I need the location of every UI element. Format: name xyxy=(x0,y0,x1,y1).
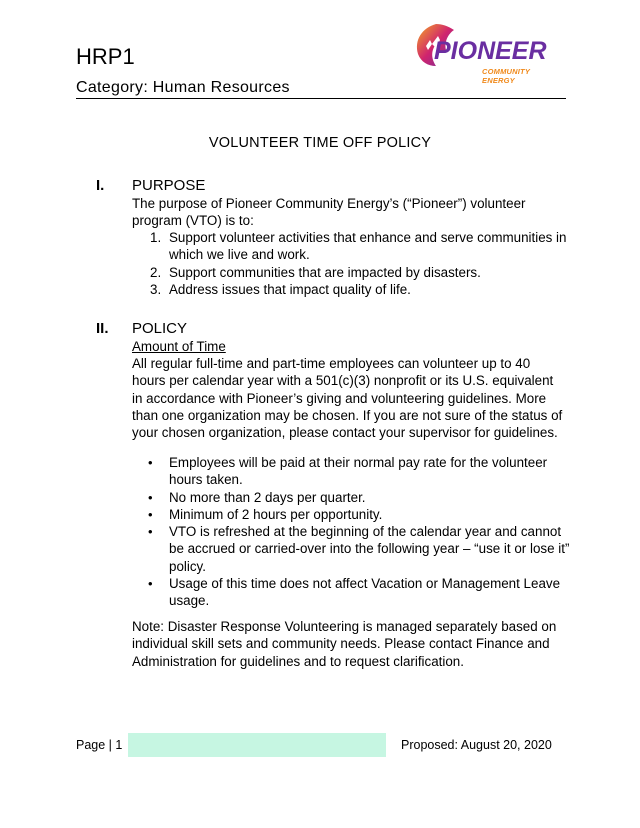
subheading-amount-of-time: Amount of Time xyxy=(132,339,226,354)
policy-body: All regular full-time and part-time employees can volunteer up to 40 hours per calendar year with a 501(c)(3) nonprofit or its U.S. equivalent in accordance with Pioneer’s giving and volunteering guidelines. More than one organization may be chosen. If you are not sure of the status of your chosen organization, please contact your supervisor for guidelines. xyxy=(132,356,563,441)
bullet-icon: • xyxy=(148,524,153,540)
section-number-policy: II. xyxy=(96,320,109,337)
list-item xyxy=(132,281,572,298)
section-heading-policy: POLICY xyxy=(132,320,188,337)
pioneer-logo xyxy=(412,20,562,85)
list-marker: 2. xyxy=(150,264,162,280)
header-divider xyxy=(76,98,566,99)
list-item-text: VTO is refreshed at the beginning of the calendar year and cannot be accrued or carried-over into the following year – “use it or lose it” policy. xyxy=(169,524,570,574)
bullet-icon: • xyxy=(148,489,153,505)
list-marker: 1. xyxy=(150,230,162,245)
section-number-purpose: I. xyxy=(96,177,105,194)
list-item xyxy=(132,454,572,489)
list-item xyxy=(132,264,572,281)
list-item-text: Address issues that impact quality of life. xyxy=(169,281,411,297)
purpose-intro: The purpose of Pioneer Community Energy’s (“Pioneer”) volunteer program (VTO) is to: xyxy=(132,196,526,229)
list-item xyxy=(132,523,572,575)
footer-highlight-bar xyxy=(128,733,386,757)
list-item xyxy=(132,229,572,264)
proposed-date: Proposed: August 20, 2020 xyxy=(401,738,552,752)
list-marker: 3. xyxy=(150,281,162,297)
document-code: HRP1 xyxy=(76,44,135,69)
category-label: Category: Human Resources xyxy=(76,79,290,96)
bullet-icon: • xyxy=(148,506,153,522)
list-item-text: Employees will be paid at their normal pay rate for the volunteer hours taken. xyxy=(169,455,548,488)
logo-subtitle: COMMUNITY ENERGY xyxy=(482,67,530,85)
list-item xyxy=(132,506,572,523)
list-item-text: Support volunteer activities that enhance and serve communities in which we live and work. xyxy=(169,230,567,263)
section-heading-purpose: PURPOSE xyxy=(132,177,206,194)
list-item xyxy=(132,489,572,506)
bullet-icon: • xyxy=(148,576,153,592)
list-item-text: Minimum of 2 hours per opportunity. xyxy=(169,506,383,522)
purpose-list xyxy=(132,229,572,298)
disaster-response-note: Note: Disaster Response Volunteering is managed separately based on individual skill sets and community needs. Please contact Finance and Administration for guidelines and to request clarification. xyxy=(132,619,557,669)
bullet-icon: • xyxy=(148,455,153,470)
policy-bullet-list xyxy=(132,454,572,610)
list-item-text: Usage of this time does not affect Vacation or Management Leave usage. xyxy=(169,576,561,609)
list-item xyxy=(132,575,572,610)
document-title: VOLUNTEER TIME OFF POLICY xyxy=(208,135,432,151)
logo-wordmark: PIONEER xyxy=(434,37,547,65)
page-number: Page | 1 xyxy=(76,738,123,752)
list-item-text: No more than 2 days per quarter. xyxy=(169,489,366,505)
list-item-text: Support communities that are impacted by disasters. xyxy=(169,264,481,280)
